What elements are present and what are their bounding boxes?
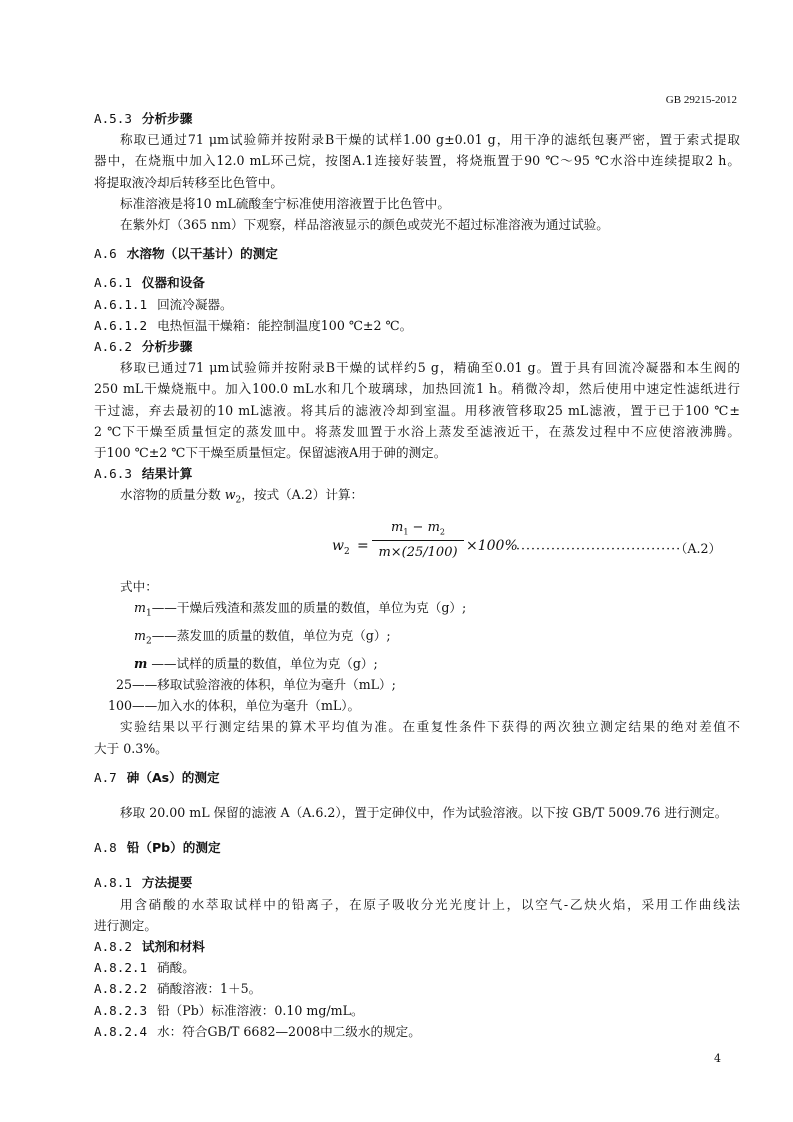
section-number: A.6.1 [94,275,132,291]
paragraph-line: 标准溶液是将10 mL硫酸奎宁标准使用溶液置于比色管中。 [120,195,450,211]
section-number: A.8.1 [94,875,132,891]
standard-code: GB 29215-2012 [665,94,737,106]
formula-reference: ·································（A.2） [516,541,722,557]
section-heading-a6 [94,243,740,264]
paragraph-line: 干过滤，弃去最初的10 mL滤液。将其后的滤液冷却到室温。用移液管移取25 mL滤液，置于已于100 ℃± [94,402,740,418]
formula-fraction [372,518,464,563]
clause-item [94,294,740,315]
section-title: 试剂和材料 [141,939,205,955]
definition-row: m ——试样的质量的数值，单位为克（g）; [134,655,378,671]
section-number: A.6.3 [94,466,132,482]
paragraph-line: 2 ℃下干燥至质量恒定的蒸发皿中。将蒸发皿置于水浴上蒸发至滤液近干，在蒸发过程中不应使溶液沸腾。 [94,423,740,439]
section-heading-a62 [94,336,740,357]
paragraph-line: 实验结果以平行测定结果的算术平均值为准。在重复性条件下获得的两次独立测定结果的绝对差值不 [120,719,740,735]
clause-text: 回流冷凝器。 [157,296,233,312]
section-title: 分析步骤 [141,339,193,355]
clause-number: A.6.1.2 [94,317,148,333]
section-number: A.6.2 [94,339,132,355]
clause-text: 硝酸溶液：1＋5。 [157,981,262,997]
page-content [94,108,740,1042]
clause-number: A.8.2.2 [94,981,148,997]
section-title: 分析步骤 [141,111,193,126]
section-title: 水溶物（以干基计）的测定 [126,246,278,262]
clause-number: A.8.2.1 [94,960,148,976]
clause-number: A.8.2.4 [94,1023,148,1039]
section-number: A.5.3 [94,111,132,126]
clause-number: A.6.1.1 [94,296,148,312]
definition-row: $m_1——$干燥后残渣和蒸发皿的质量的数值，单位为克（g）; [134,600,467,619]
paragraph-line: 于100 ℃±2 ℃下干燥至质量恒定。保留滤液A用于砷的测定。 [94,445,447,461]
formula-times: ×100% [466,538,518,555]
variable-w2: $w_2$ [224,487,242,506]
variable-definitions [94,597,740,716]
paragraph-line: 移取已通过71 μm试验筛并按附录B干燥的试样约5 g，精确至0.01 g。置于具有回流冷凝器和本生阀的 [120,360,740,376]
section-number: A.8 [94,840,117,856]
page-number: 4 [714,1052,721,1065]
paragraph-line: 器中，在烧瓶中加入12.0 mL环己烷，按图A.1连接好装置，将烧瓶置于90 ℃～95 ℃水浴中连续提取2 h。 [94,153,740,169]
clause-item [94,978,740,999]
paragraph-line: 称取已通过71 μm试验筛并按附录B干燥的试样1.00 g±0.01 g，用干净的滤纸包裹严密，置于索式提取 [120,132,740,148]
paragraph-line: 进行测定。 [94,917,157,933]
formula-equals: = [357,538,369,555]
section-heading-a7 [94,767,740,788]
formula-a2 [94,518,740,576]
clause-text: 水：符合GB/T 6682—2008中二级水的规定。 [157,1023,421,1039]
formula-where: 式中： [120,579,158,595]
formula-lhs: $w_2$ [332,538,350,557]
section-heading-a82 [94,936,740,957]
clause-number: A.8.2.3 [94,1002,148,1018]
section-number: A.8.2 [94,939,132,955]
section-heading-a81 [94,872,740,893]
clause-item [94,1021,740,1042]
definition-row: $m_2——$蒸发皿的质量的数值，单位为克（g）; [134,628,391,647]
section-title: 铅（Pb）的测定 [126,840,221,856]
formula-numerator: $m_1 - m_2$ [390,520,445,537]
section-heading-a61 [94,272,740,293]
paragraph-line: 在紫外灯（365 nm）下观察，样品溶液显示的颜色或荧光不超过标准溶液为通过试验。 [120,217,609,233]
section-title: 仪器和设备 [141,275,205,291]
clause-item [94,315,740,336]
clause-item [94,957,740,978]
clause-text: 硝酸。 [157,960,195,976]
definition-row: 100——加入水的体积，单位为毫升（mL）。 [108,698,361,714]
section-number: A.6 [94,246,117,262]
paragraph-line: 250 mL干燥烧瓶中。加入100.0 mL水和几个玻璃球，加热回流1 h。稍微冷却，然后使用中速定性滤纸进行 [94,381,740,397]
paragraph-line: 大于 0.3%。 [94,740,168,756]
paragraph-line: 将提取液冷却后转移至比色管中。 [94,174,283,190]
section-number: A.7 [94,769,117,785]
section-title: 方法提要 [141,875,193,891]
fraction-bar [372,540,464,541]
formula-intro: 水溶物的质量分数 $w_2$，按式（A.2）计算： [120,487,364,506]
paragraph-line: 用含硝酸的水萃取试样中的铅离子，在原子吸收分光光度计上，以空气-乙炔火焰，采用工作曲线法 [120,896,740,912]
section-heading-a8 [94,837,740,858]
section-title: 砷（As）的测定 [126,769,220,785]
definition-row: 25——移取试验溶液的体积，单位为毫升（mL）; [116,677,396,693]
section-heading-a53 [94,108,740,129]
section-heading-a63 [94,463,740,484]
clause-text: 铅（Pb）标准溶液：0.10 mg/mL。 [157,1002,364,1018]
clause-text: 电热恒温干燥箱：能控制温度100 ℃±2 ℃。 [157,317,413,333]
clause-item [94,1000,740,1021]
section-title: 结果计算 [141,466,193,482]
formula-denominator: m×(25/100) [378,545,458,561]
paragraph-line: 移取 20.00 mL 保留的滤液 A（A.6.2），置于定砷仪中，作为试验溶液。以下按 GB/T 5009.76 进行测定。 [120,805,728,821]
